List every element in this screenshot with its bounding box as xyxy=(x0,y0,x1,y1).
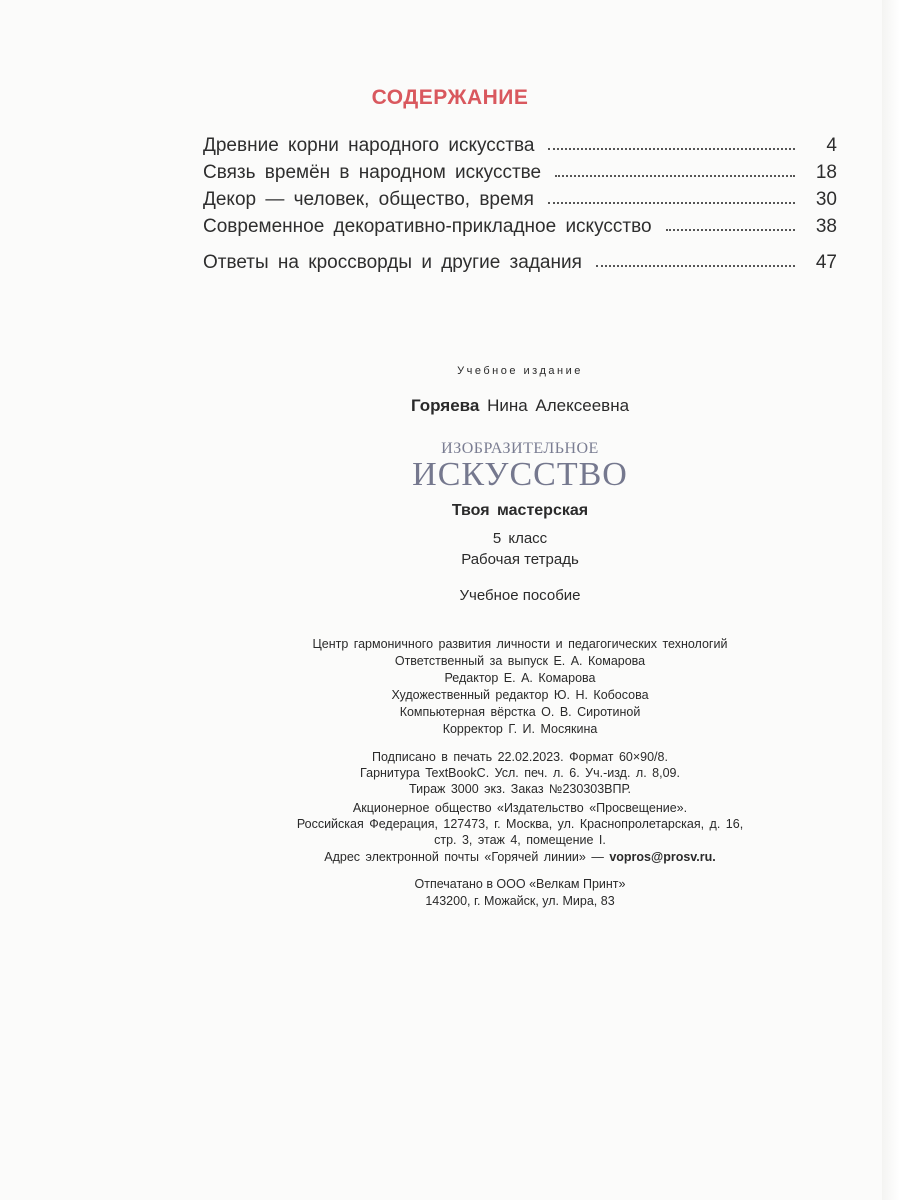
credit-line: Компьютерная вёрстка О. В. Сиротиной xyxy=(399,705,641,719)
toc-item[interactable] xyxy=(203,157,837,184)
publisher-line: Акционерное общество «Издательство «Просвещение». xyxy=(352,801,688,815)
toc-item-text: Современное декоративно-прикладное искусство xyxy=(203,216,652,237)
email-label: Адрес электронной почты «Горячей линии» — xyxy=(324,850,604,864)
print-info-block xyxy=(70,749,900,797)
toc-leader-dots xyxy=(555,174,795,177)
toc-item-text: Декор — человек, общество, время xyxy=(203,189,534,210)
toc-leader-dots xyxy=(596,264,795,267)
print-info-line: Гарнитура TextBookC. Усл. печ. л. 6. Уч.-изд. л. 8,09. xyxy=(360,766,680,780)
toc-item-text: Древние корни народного искусства xyxy=(203,135,535,156)
toc-item[interactable] xyxy=(203,184,837,211)
toc-item[interactable] xyxy=(203,247,837,274)
toc-item-page: 30 xyxy=(815,189,837,210)
toc-item-page: 18 xyxy=(815,162,837,183)
credit-line: Ответственный за выпуск Е. А. Комарова xyxy=(394,654,646,668)
book-kind: Рабочая тетрадь xyxy=(461,551,579,568)
grade: 5 класс xyxy=(492,530,548,547)
toc-title: СОДЕРЖАНИЕ xyxy=(371,86,529,109)
toc-leader-dots xyxy=(548,201,795,204)
print-info-line: Подписано в печать 22.02.2023. Формат 60×90/8. xyxy=(372,750,668,764)
publisher-line: Российская Федерация, 127473, г. Москва, ул. Краснопролетарская, д. 16, xyxy=(296,817,744,831)
book-title: ИСКУССТВО xyxy=(412,456,628,493)
table-of-contents xyxy=(203,130,837,274)
author xyxy=(70,396,900,416)
credit-line: Центр гармоничного развития личности и педагогических технологий xyxy=(312,637,728,651)
toc-item-page: 47 xyxy=(815,252,837,273)
printer-line: 143200, г. Можайск, ул. Мира, 83 xyxy=(425,894,615,908)
printer-block xyxy=(70,876,900,910)
credit-line: Редактор Е. А. Комарова xyxy=(444,671,596,685)
author-surname: Горяева xyxy=(410,396,480,415)
email-address[interactable]: vopros@prosv.ru. xyxy=(609,850,716,864)
edition-type: Учебное издание xyxy=(457,365,583,377)
toc-item-page: 4 xyxy=(826,135,837,156)
credit-line: Корректор Г. И. Мосякина xyxy=(442,722,598,736)
manual-type: Учебное пособие xyxy=(459,587,581,604)
toc-leader-dots xyxy=(666,228,795,231)
toc-leader-dots xyxy=(548,147,795,150)
publisher-line: стр. 3, этаж 4, помещение I. xyxy=(434,833,606,847)
publisher-block xyxy=(70,800,900,848)
hotline-email xyxy=(70,850,900,864)
book-subtitle: Твоя мастерская xyxy=(451,502,589,519)
printer-line: Отпечатано в ООО «Велкам Принт» xyxy=(414,877,626,891)
author-name: Нина Алексеевна xyxy=(487,396,630,415)
credit-line: Художественный редактор Ю. Н. Кобосова xyxy=(391,688,649,702)
credits-block xyxy=(70,636,900,738)
toc-item-text: Связь времён в народном искусстве xyxy=(203,162,542,183)
series-label: ИЗОБРАЗИТЕЛЬНОЕ xyxy=(441,440,599,457)
toc-item-page: 38 xyxy=(815,216,837,237)
toc-item-text: Ответы на кроссворды и другие задания xyxy=(203,252,582,273)
print-info-line: Тираж 3000 экз. Заказ №230303ВПР. xyxy=(409,782,631,796)
toc-item[interactable] xyxy=(203,211,837,238)
toc-item[interactable] xyxy=(203,130,837,157)
